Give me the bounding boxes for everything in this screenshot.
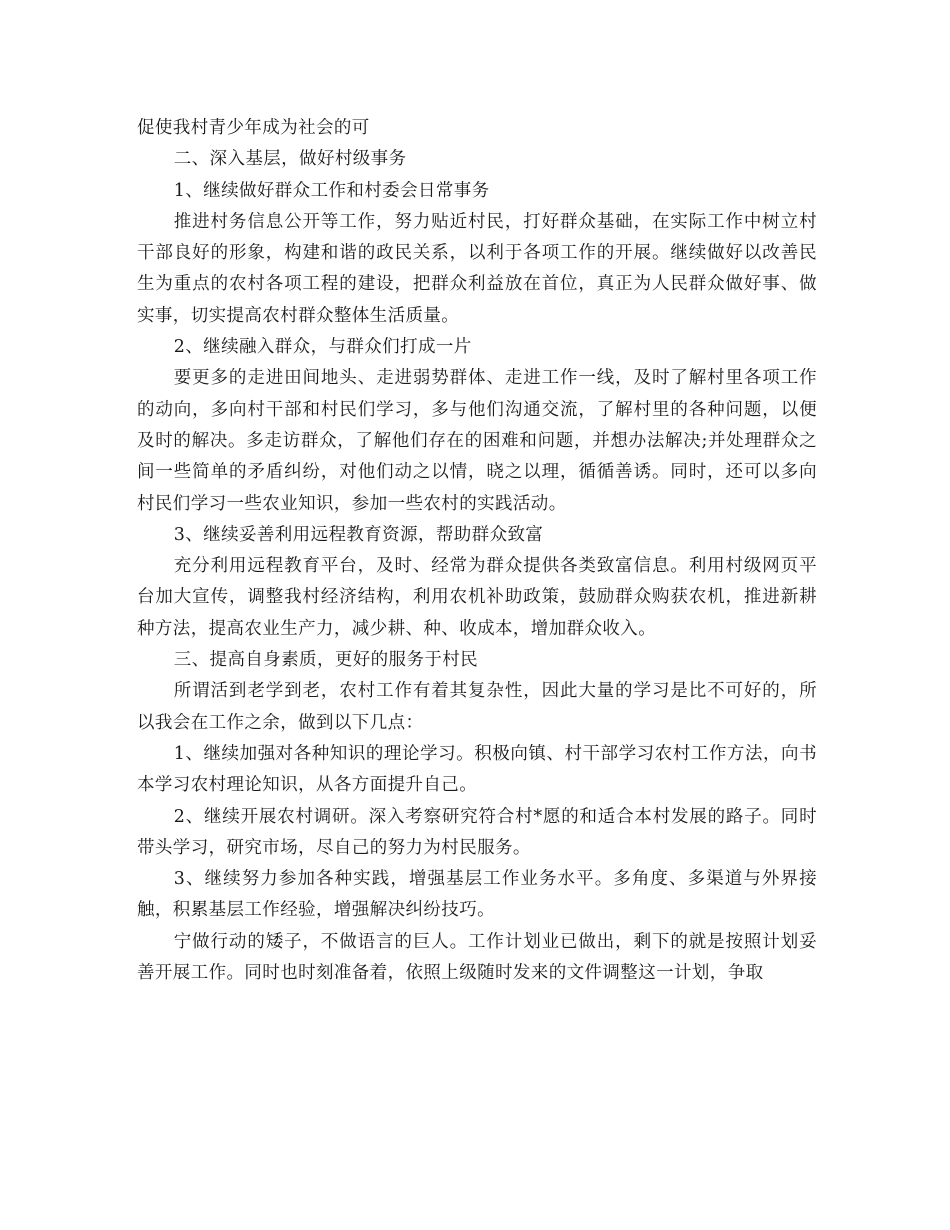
paragraph-2-2: 要更多的走进田间地头、走进弱势群体、走进工作一线，及时了解村里各项工作的动向，多向村干部和村民们学习，多与他们沟通交流，了解村里的各种问题，以便及时的解决。多走访群众，了解他们存在的困难和问题，并想办法解决;并处理群众之间一些简单的矛盾纠纷，对他们动之以情，晓之以理，循循善诱。同时，还可以多向村民们学习一些农业知识，参加一些农村的实践活动。: [137, 368, 817, 514]
subheading-2-1: 1、继续做好群众工作和村委会日常事务: [173, 180, 490, 201]
subheading-2-3: 3、继续妥善利用远程教育资源，帮助群众致富: [173, 524, 544, 545]
paragraph-continuation: 促使我村青少年成为社会的可: [137, 118, 370, 138]
list-item-3-3: 3、继续努力参加各种实践，增强基层工作业务水平。多角度、多渠道与外界接触，积累基层工作经验，增强解决纠纷技巧。: [137, 869, 817, 921]
document-body: [137, 113, 817, 989]
subheading-2-2: 2、继续融入群众，与群众们打成一片: [173, 337, 472, 358]
section-heading-2: 二、深入基层，做好村级事务: [173, 149, 407, 170]
paragraph-3-intro: 所谓活到老学到老，农村工作有着其复杂性，因此大量的学习是比不可好的，所以我会在工作之余，做到以下几点：: [137, 681, 817, 733]
paragraph-2-3: 充分利用远程教育平台，及时、经常为群众提供各类致富信息。利用村级网页平台加大宣传，调整我村经济结构，利用农机补助政策，鼓励群众购获农机，推进新耕种方法，提高农业生产力，减少耕、种、收成本，增加群众收入。: [137, 556, 817, 639]
section-heading-3: 三、提高自身素质，更好的服务于村民: [173, 650, 479, 671]
paragraph-2-1: 推进村务信息公开等工作，努力贴近村民，打好群众基础，在实际工作中树立村干部良好的形象，构建和谐的政民关系，以利于各项工作的开展。继续做好以改善民生为重点的农村各项工程的建设，把群众利益放在首位，真正为人民群众做好事、做实事，切实提高农村群众整体生活质量。: [137, 211, 817, 326]
list-item-3-2: 2、继续开展农村调研。深入考察研究符合村*愿的和适合本村发展的路子。同时带头学习，研究市场，尽自己的努力为村民服务。: [137, 806, 817, 858]
list-item-3-1: 1、继续加强对各种知识的理论学习。积极向镇、村干部学习农村工作方法，向书本学习农村理论知识，从各方面提升自己。: [137, 743, 817, 796]
paragraph-closing: 宁做行动的矮子，不做语言的巨人。工作计划业已做出，剩下的就是按照计划妥善开展工作。同时也时刻准备着，依照上级随时发来的文件调整这一计划，争取: [137, 931, 817, 984]
